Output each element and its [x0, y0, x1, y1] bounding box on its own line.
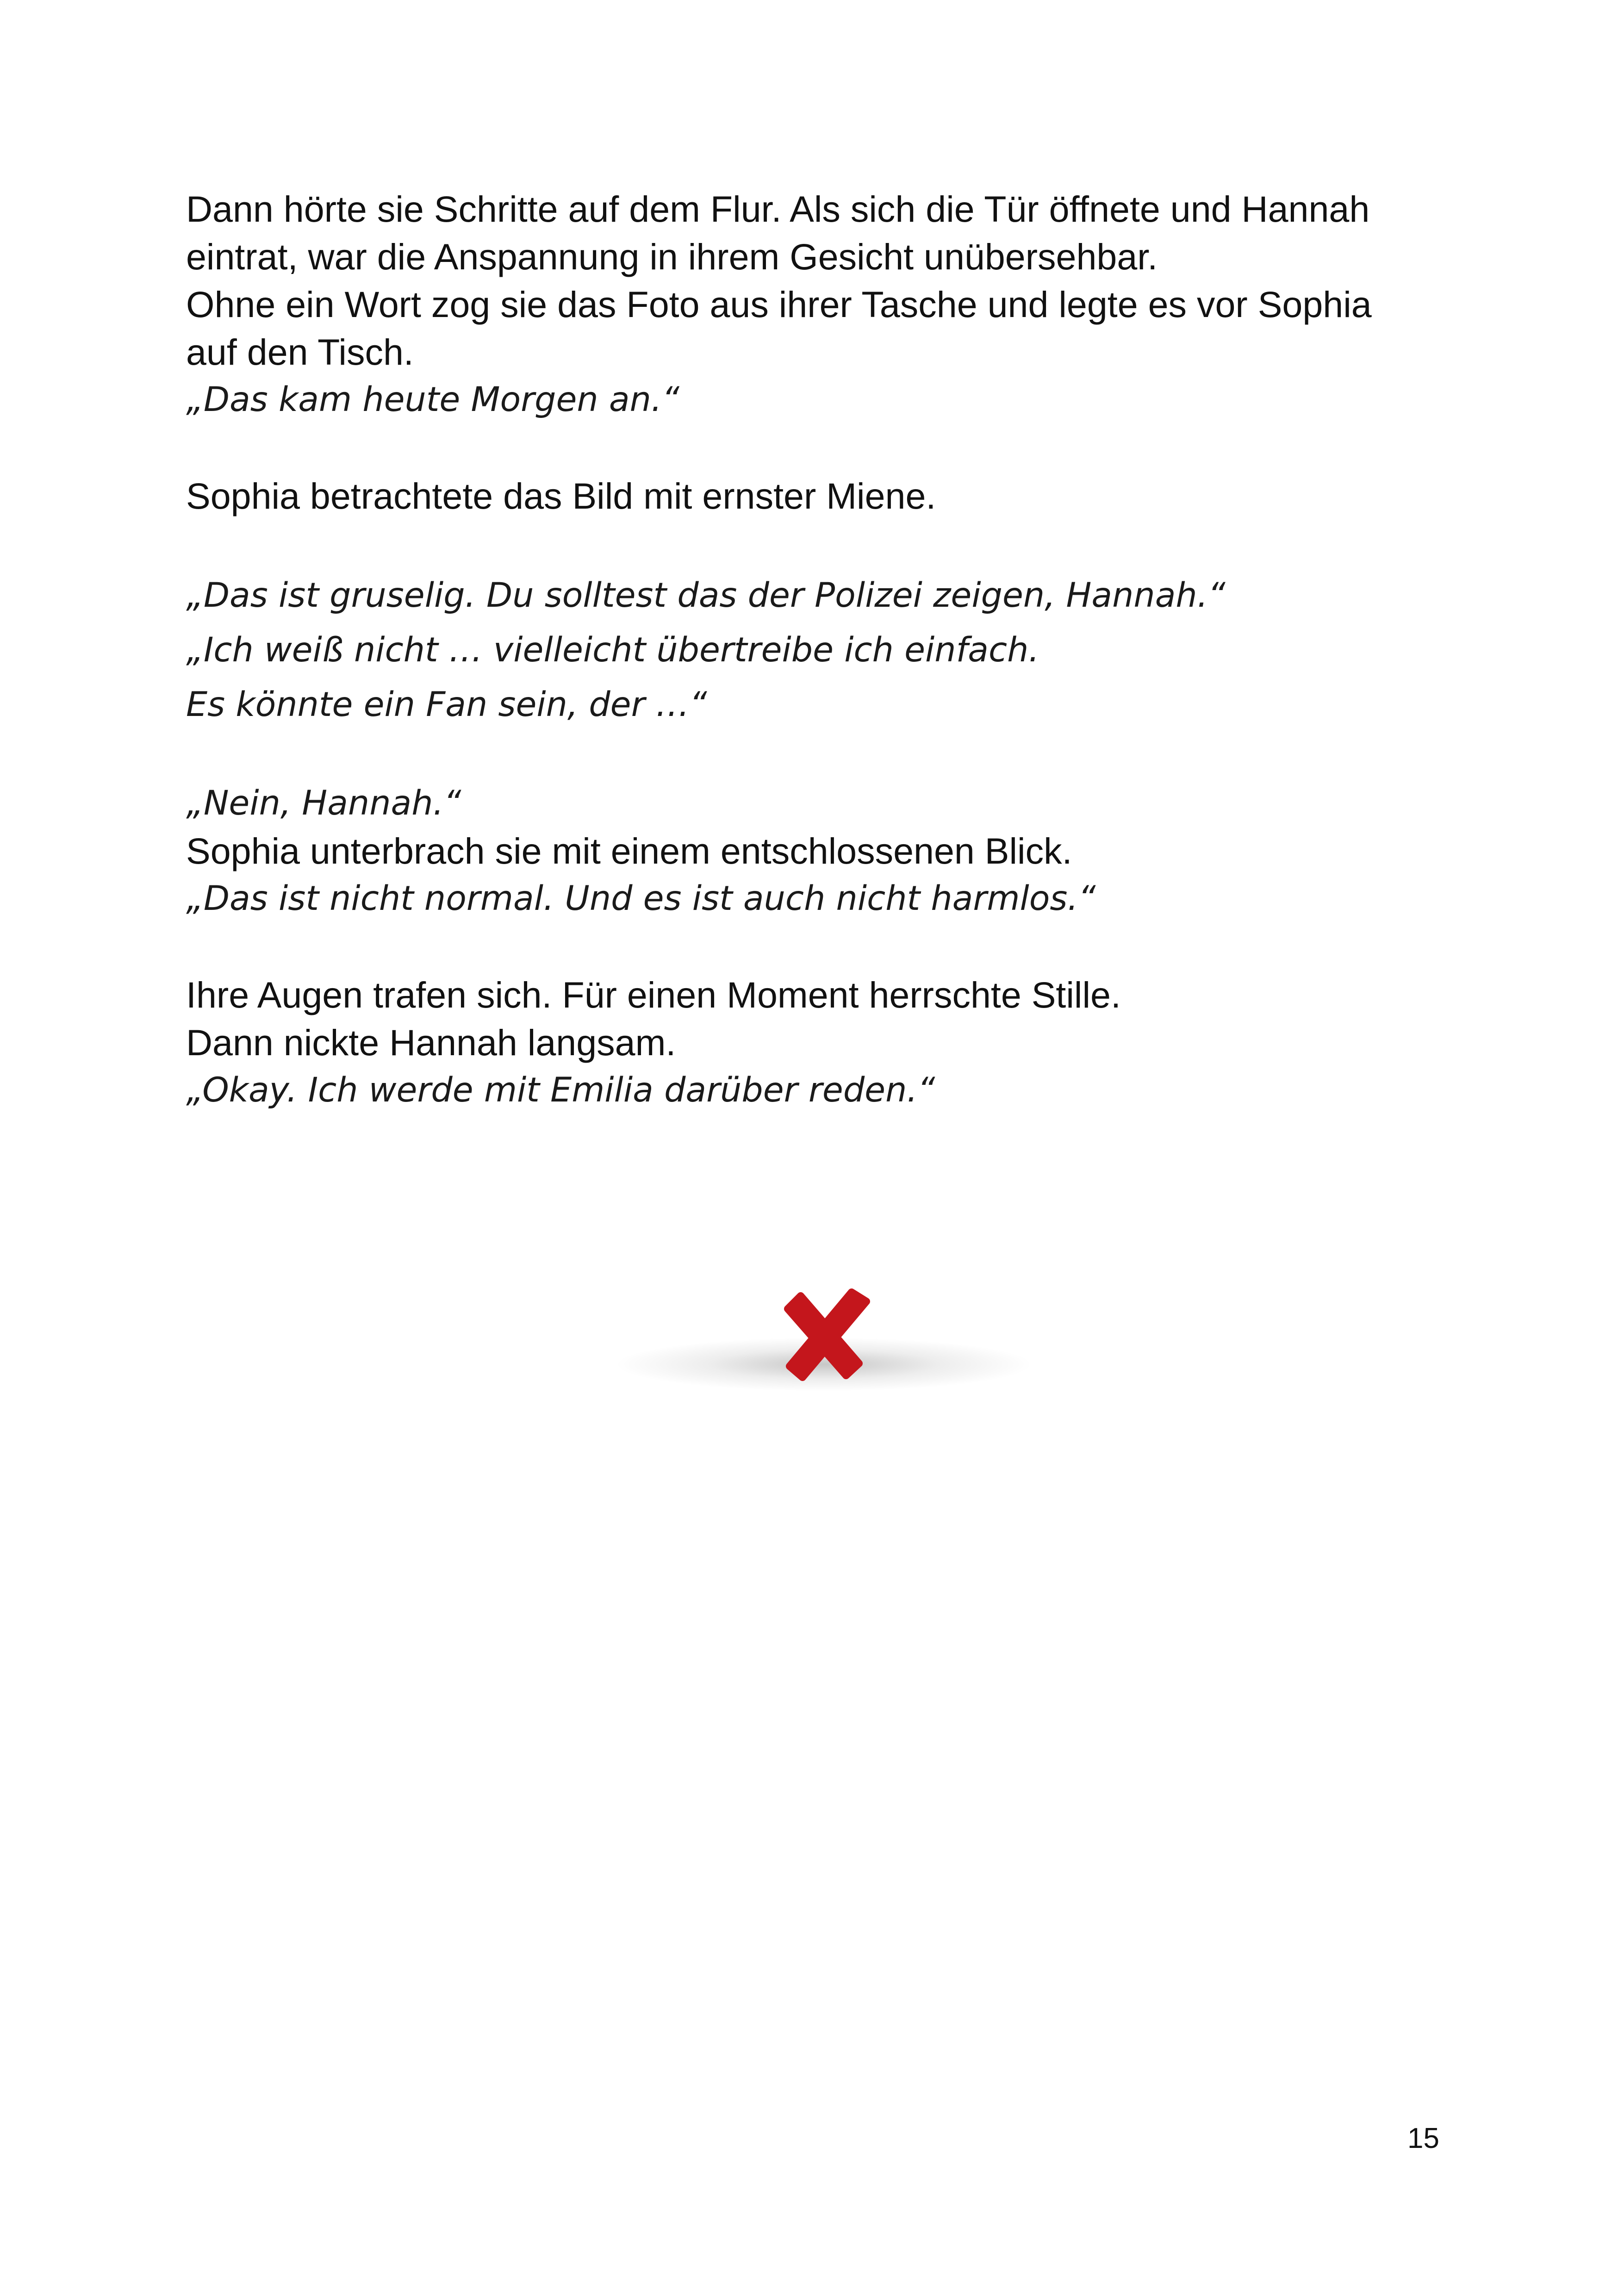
- paragraph-line: Dann nickte Hannah langsam.: [186, 1022, 676, 1063]
- dialogue-line: „Das ist nicht normal. Und es ist auch nicht harmlos.“: [186, 879, 1096, 918]
- red-x-mark-icon: [597, 1268, 1051, 1416]
- paragraph-line: Ohne ein Wort zog sie das Foto aus ihrer Tasche und legte es vor Sophia: [186, 284, 1372, 325]
- dialogue-line: „Ich weiß nicht … vielleicht übertreibe ich einfach.: [186, 630, 1039, 670]
- page-number: 15: [1407, 2122, 1439, 2154]
- section-divider: [597, 1268, 1051, 1416]
- story-text: [186, 185, 1463, 1114]
- paragraph-line: Sophia betrachtete das Bild mit ernster Miene.: [186, 475, 936, 516]
- paragraph-line: auf den Tisch.: [186, 331, 414, 373]
- paragraph-line: eintrat, war die Anspannung in ihrem Gesicht unübersehbar.: [186, 236, 1158, 277]
- dialogue-line: „Das ist gruselig. Du solltest das der Polizei zeigen, Hannah.“: [186, 576, 1226, 615]
- dialogue-line: „Das kam heute Morgen an.“: [186, 380, 679, 419]
- paragraph-line: Dann hörte sie Schritte auf dem Flur. Als sich die Tür öffnete und Hannah: [186, 188, 1370, 230]
- paragraph-line: Sophia unterbrach sie mit einem entschlossenen Blick.: [186, 830, 1072, 871]
- dialogue-line: „Nein, Hannah.“: [186, 784, 461, 823]
- paragraph-line: Ihre Augen trafen sich. Für einen Moment herrschte Stille.: [186, 974, 1121, 1015]
- dialogue-line: Es könnte ein Fan sein, der …“: [186, 685, 707, 724]
- dialogue-line: „Okay. Ich werde mit Emilia darüber reden.“: [186, 1070, 935, 1110]
